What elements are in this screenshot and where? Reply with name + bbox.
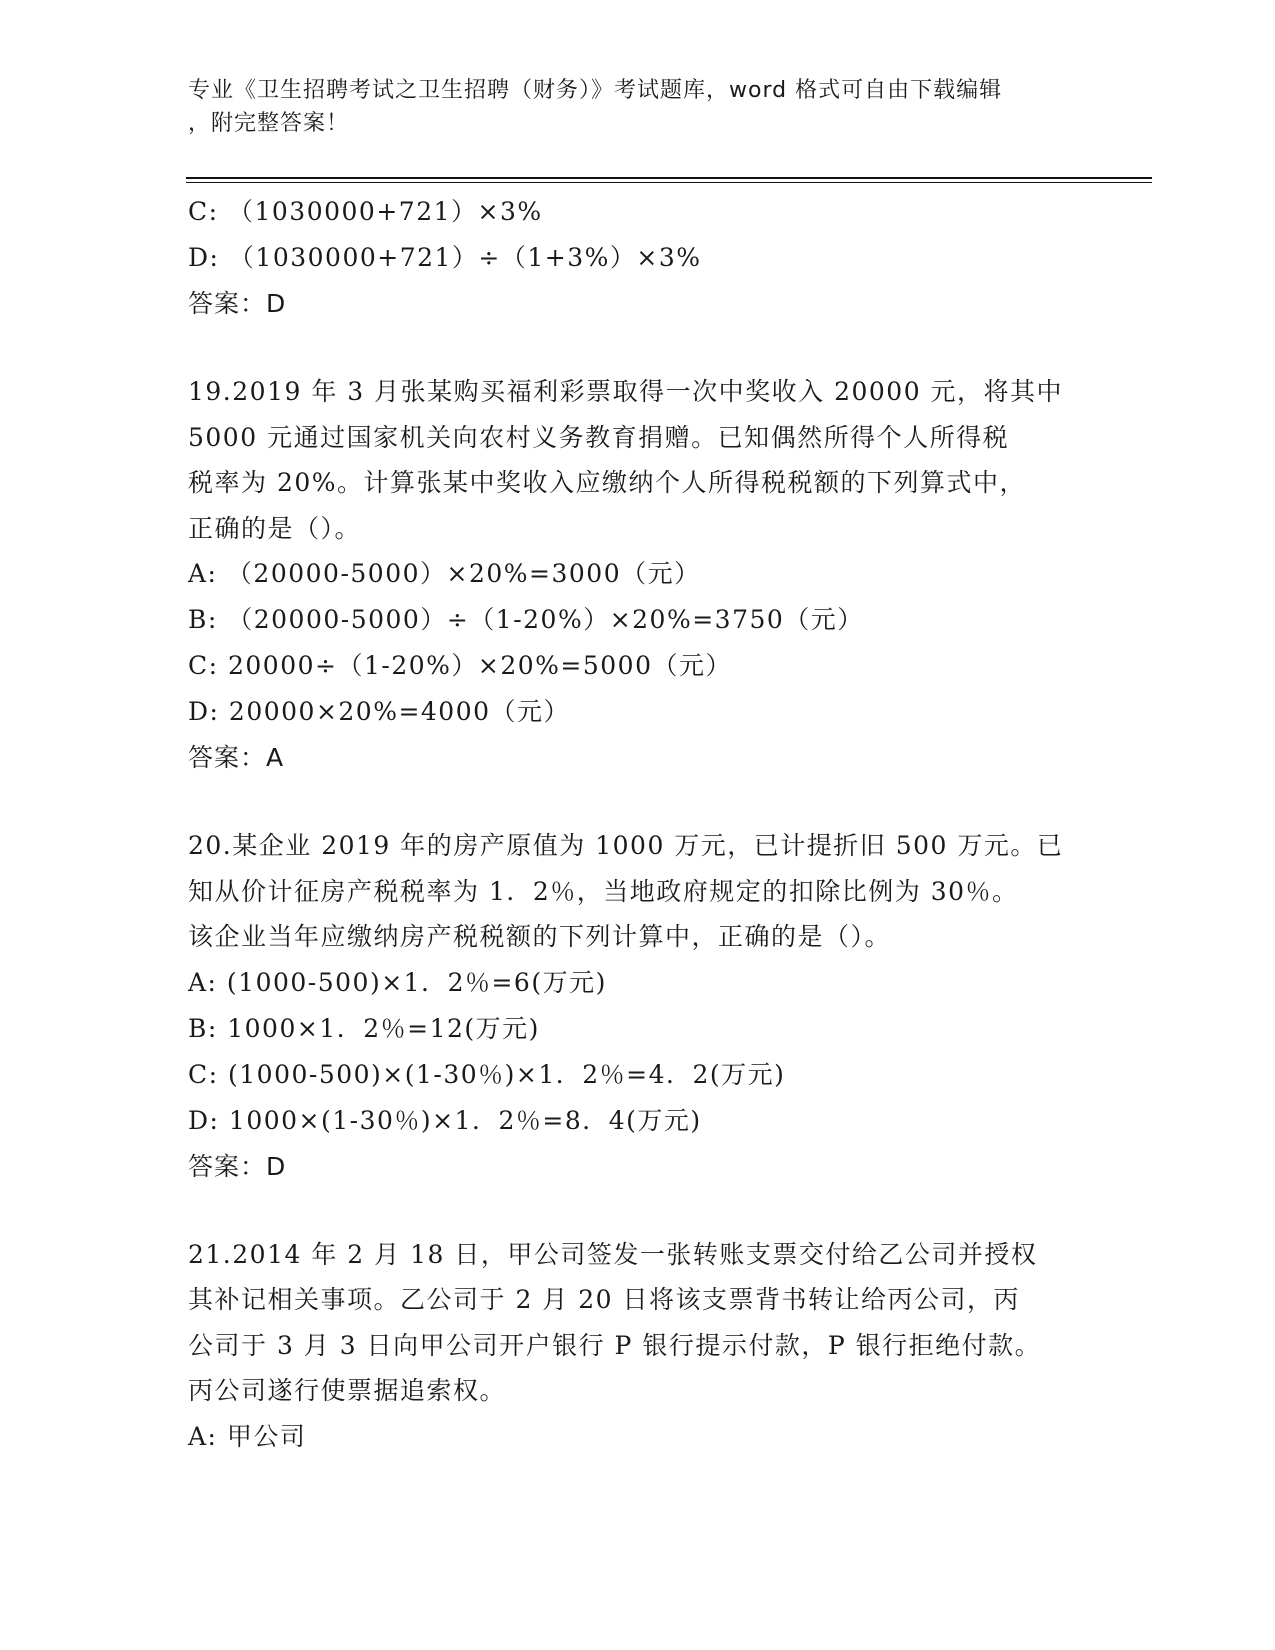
question-stem-line: 该企业当年应缴纳房产税税额的下列计算中，正确的是（）。 [188,922,892,951]
option-b: B: （20000-5000）÷（1-20%）×20%=3750（元） [188,605,864,634]
question-stem-line: 知从价计征房产税税率为 1．2％，当地政府规定的扣除比例为 30％。 [188,876,1019,906]
header-divider-thin [186,182,1152,183]
question-stem-line: 税率为 20%。计算张某中奖收入应缴纳个人所得税税额的下列算式中， [188,468,1027,497]
answer-line: 答案：A [188,743,285,772]
question-stem-line: 正确的是（）。 [188,513,362,543]
question-block-19 [188,369,1088,781]
question-stem-line: 5000 元通过国家机关向农村义务教育捐赠。已知偶然所得个人所得税 [188,422,1010,452]
header-line-2: ，附完整答案！ [188,111,350,136]
header-divider-thick [186,177,1152,179]
question-block-21 [188,1232,1088,1460]
question-block-20 [188,823,1088,1190]
page-header [188,74,1088,140]
option-a: A: （20000-5000）×20%=3000（元） [188,559,701,588]
header-line-1: 专业《卫生招聘考试之卫生招聘（财务）》考试题库，word 格式可自由下载编辑 [188,78,1003,103]
option-d: D: （1030000+721）÷（1+3%）×3% [188,243,702,272]
document-body [188,189,1088,1460]
option-d: D: 1000×(1-30％)×1．2％=8．4(万元) [188,1105,702,1135]
option-c: C: (1000-500)×(1-30％)×1．2％=4．2(万元) [188,1059,786,1089]
option-d: D: 20000×20%=4000（元） [188,697,571,726]
question-block-18 [188,189,1088,327]
answer-line: 答案：D [188,1151,287,1181]
option-a: A: 甲公司 [188,1421,307,1451]
option-c: C: 20000÷（1-20%）×20%=5000（元） [188,651,732,680]
question-stem-line: 公司于 3 月 3 日向甲公司开户银行 P 银行提示付款，P 银行拒绝付款。 [188,1330,1042,1360]
option-b: B: 1000×1．2％=12(万元) [188,1013,540,1043]
question-stem-line: 19.2019 年 3 月张某购买福利彩票取得一次中奖收入 20000 元，将其中 [188,377,1064,406]
answer-line: 答案：D [188,289,287,318]
question-stem-line: 20.某企业 2019 年的房产原值为 1000 万元，已计提折旧 500 万元。已 [188,831,1064,860]
option-c: C: （1030000+721）×3% [188,197,543,226]
option-a: A: (1000-500)×1．2％=6(万元) [188,967,607,997]
question-stem-line: 丙公司遂行使票据追索权。 [188,1376,507,1405]
question-stem-line: 其补记相关事项。乙公司于 2 月 20 日将该支票背书转让给丙公司，丙 [188,1285,1021,1314]
question-stem-line: 21.2014 年 2 月 18 日，甲公司签发一张转账支票交付给乙公司并授权 [188,1239,1038,1269]
